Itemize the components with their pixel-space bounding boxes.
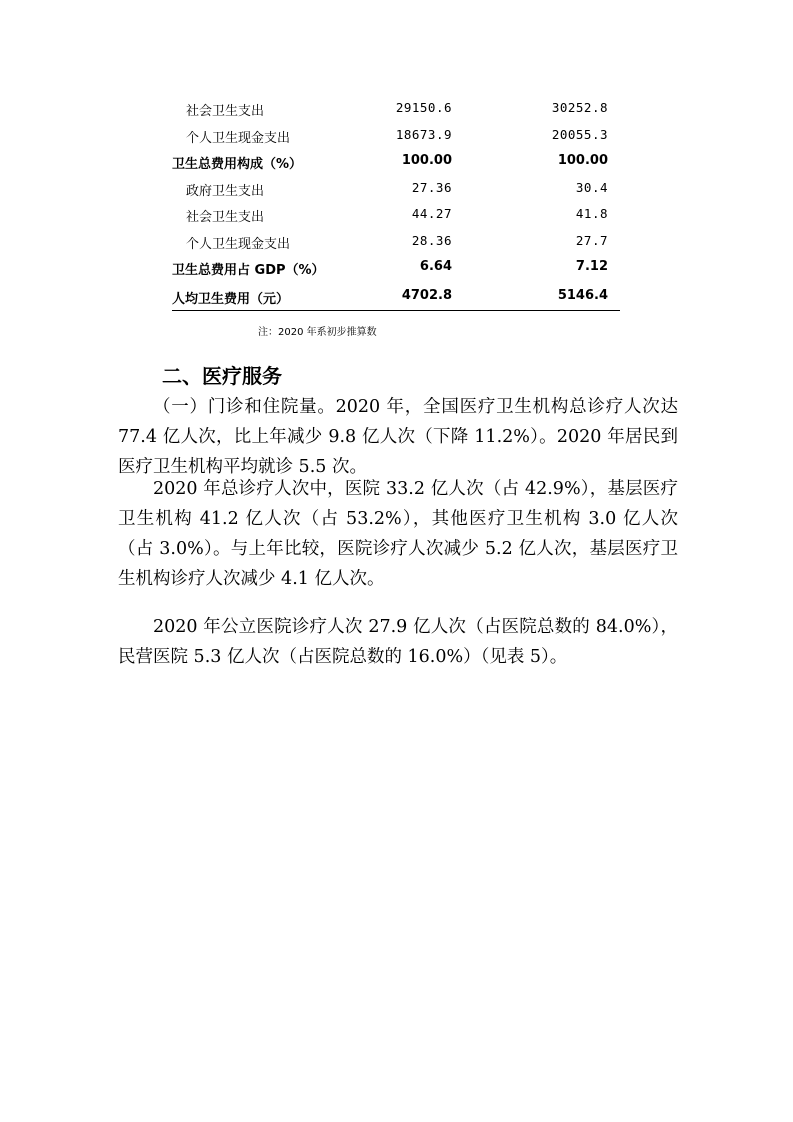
table-note: 注：2020 年系初步推算数 — [258, 327, 377, 338]
paragraph-body: 2020 年，全国医疗卫生机构总诊疗人次达 77.4 亿人次，比上年减少 9.8 亿人次（下降 11.2%）。2020 年居民到医疗卫生机构平均就诊 5.5 次。 — [118, 397, 678, 477]
row-value-2020: 100.00 — [557, 153, 608, 168]
row-value-2020: 41.8 — [575, 206, 608, 221]
row-value-2020: 27.7 — [575, 232, 608, 248]
row-value-2019: 44.27 — [411, 206, 452, 221]
row-value-2020: 20055.3 — [551, 126, 608, 142]
paragraph-lead: （一）门诊和住院量。 — [153, 397, 336, 417]
table-row — [172, 96, 620, 123]
row-value-2019: 6.64 — [419, 259, 452, 274]
table-row — [172, 176, 620, 203]
table-row — [172, 202, 620, 229]
row-value-2020: 30.4 — [575, 179, 608, 195]
section-title: 二、医疗服务 — [162, 364, 282, 388]
row-value-2019: 100.00 — [401, 153, 452, 168]
row-value-2019: 27.36 — [411, 179, 452, 195]
row-label: 卫生总费用占 GDP（%） — [172, 263, 325, 278]
row-value-2020: 30252.8 — [551, 100, 608, 115]
row-label: 社会卫生支出 — [186, 104, 265, 119]
row-value-2019: 4702.8 — [401, 287, 452, 303]
row-label: 社会卫生支出 — [186, 210, 265, 225]
table-row — [172, 282, 620, 311]
paragraph-public-private: 2020 年公立医院诊疗人次 27.9 亿人次（占医院总数的 84.0%），民营医院 5.3 亿人次（占医院总数的 16.0%）（见表 5）。 — [118, 617, 678, 667]
row-label: 个人卫生现金支出 — [186, 236, 291, 252]
row-value-2020: 7.12 — [575, 259, 608, 274]
table-row — [172, 149, 620, 176]
row-value-2020: 5146.4 — [557, 287, 608, 303]
table-row — [172, 229, 620, 256]
table-row — [172, 123, 620, 150]
paragraph-visit-breakdown: 2020 年总诊疗人次中，医院 33.2 亿人次（占 42.9%），基层医疗卫生机构 41.2 亿人次（占 53.2%），其他医疗卫生机构 3.0 亿人次（占 3.0%）。与上年比较，医院诊疗人次减少 5.2 亿人次，基层医疗卫生机构诊疗人次减少 4.1 亿人次。 — [118, 479, 678, 589]
row-value-2019: 18673.9 — [395, 126, 452, 142]
row-value-2019: 28.36 — [411, 232, 452, 248]
row-label: 卫生总费用构成（%） — [172, 157, 303, 172]
health-expenditure-table — [172, 96, 620, 311]
row-label: 人均卫生费用（元） — [172, 291, 290, 307]
row-label: 政府卫生支出 — [186, 183, 265, 199]
row-value-2019: 29150.6 — [395, 100, 452, 115]
paragraph-outpatient-volume — [118, 392, 678, 482]
table-row — [172, 255, 620, 282]
row-label: 个人卫生现金支出 — [186, 130, 291, 146]
